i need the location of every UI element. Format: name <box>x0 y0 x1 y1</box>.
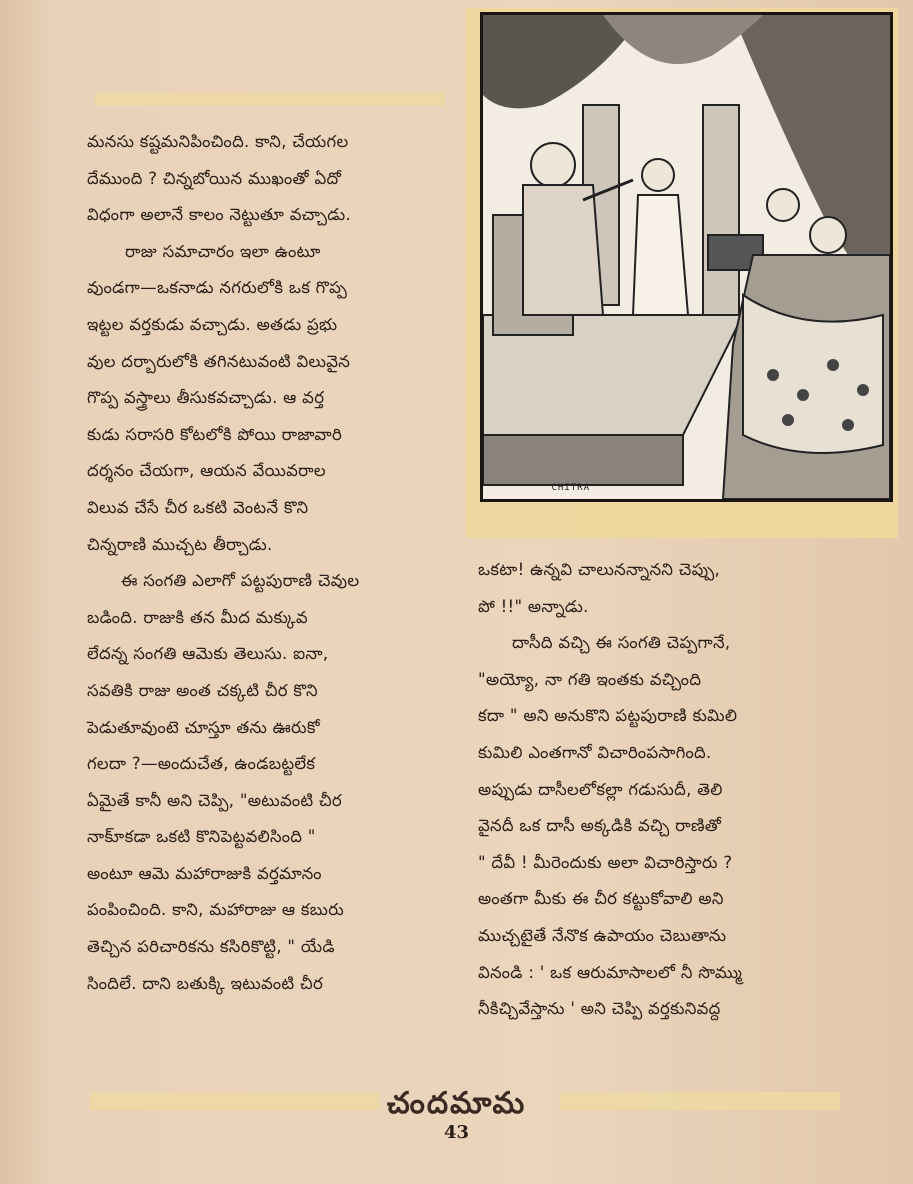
text-line: తెచ్చిన పరిచారికను కసిరికొట్టి, " యేడి <box>87 937 335 957</box>
text-line: కుమిలి ఎంతగానో విచారింపసాగింది. <box>478 742 712 762</box>
text-line: ఒకటా! ఉన్నవి చాలునన్నానని చెప్పు, <box>478 560 721 579</box>
right-text-column <box>478 552 860 1028</box>
text-line: లేదన్న సంగతి ఆమెకు తెలుసు. ఐనా, <box>87 644 329 664</box>
text-line: కదా " అని అనుకొని పట్టపురాణి కుమిలి <box>478 706 738 726</box>
text-line: బడింది. రాజుకి తన మీద మక్కువ <box>87 607 308 627</box>
text-line: పంపించింది. కాని, మహారాజు ఆ కబురు <box>87 900 344 920</box>
text-line: మనసు కష్టమనిపించింది. కాని, చేయగల <box>87 132 349 151</box>
text-line: వుండగా—ఒకనాడు నగరులోకి ఒక గొప్ప <box>87 278 348 298</box>
text-line: అంటూ ఆమె మహారాజుకి వర్తమానం <box>87 863 322 883</box>
text-line: వినండి : ' ఒక ఆరుమాసాలలో నీ సొమ్ము <box>478 962 743 982</box>
text-line: అంతగా మీకు ఈ చీర కట్టుకోవాలి అని <box>478 889 724 909</box>
artist-signature: CHITRA <box>551 483 590 493</box>
text-line: ఈ సంగతి ఎలాగో పట్టపురాణి చెవుల <box>121 571 360 591</box>
palace-scene-drawing <box>483 15 890 499</box>
text-line: ఏమైతే కానీ అని చెప్పి, "అటువంటి చీర <box>87 790 342 810</box>
story-illustration <box>480 12 893 502</box>
text-line: కుడు సరాసరి కోటలోకి పోయి రాజావారి <box>87 424 343 444</box>
decorative-band <box>95 92 445 106</box>
text-line: వుల దర్బారులోకి తగినటువంటి విలువైన <box>87 351 351 371</box>
text-line: చిన్నరాణి ముచ్చట తీర్చాడు. <box>87 534 273 554</box>
text-line: దేముంది ? చిన్నబోయిన ముఖంతో ఏదో <box>87 168 342 188</box>
text-line: ముచ్చటైతే నేనొక ఉపాయం చెబుతాను <box>478 925 727 945</box>
text-line: విధంగా అలానే కాలం నెట్టుతూ వచ్చాడు. <box>87 205 352 225</box>
text-line: సవతికి రాజు అంత చక్కటి చీర కొని <box>87 680 318 700</box>
magazine-title: చందమామ <box>386 1086 527 1121</box>
text-line: గొప్ప వస్త్రాలు తీసుకవచ్చాడు. ఆ వర్త <box>87 388 325 408</box>
text-line: " దేవీ ! మీరెందుకు అలా విచారిస్తారు ? <box>478 852 733 872</box>
page-number: 43 <box>443 1122 470 1143</box>
text-line: రాజు సమాచారం ఇలా ఉంటూ <box>125 241 321 261</box>
text-line: నీకిచ్చివేస్తాను ' అని చెప్పి వర్తకునివద్ద <box>478 999 721 1019</box>
text-line: సిందిలే. దాని బతుక్కి ఇటువంటి చీర <box>87 973 324 993</box>
text-line: దాసీది వచ్చి ఈ సంగతి చెప్పగానే, <box>512 633 731 653</box>
text-line: పెడుతూవుంటె చూస్తూ తను ఊరుకో <box>87 717 320 737</box>
left-text-column <box>87 124 469 1002</box>
text-line: అప్పుడు దాసీలలోకల్లా గడుసుదీ, తెలి <box>478 779 723 799</box>
text-line: దర్శనం చేయగా, ఆయన వేయివరాల <box>87 461 326 481</box>
text-line: విలువ చేసే చీర ఒకటి వెంటనే కొని <box>87 497 309 517</box>
text-line: పో !!" అన్నాడు. <box>478 596 589 616</box>
text-line: నాకూ్కడా ఒకటి కొనిపెట్టవలిసింది " <box>87 827 316 847</box>
text-line: "అయ్యో, నా గతి ఇంతకు వచ్చింది <box>478 669 702 689</box>
text-line: గలదా ?—అందుచేత, ఉండబట్టలేక <box>87 754 316 774</box>
text-line: వైనదీ ఒక దాసీ అక్కడికి వచ్చి రాణితో <box>478 816 722 836</box>
text-line: ఇట్టల వర్తకుడు వచ్చాడు. అతడు ప్రభు <box>87 314 338 334</box>
